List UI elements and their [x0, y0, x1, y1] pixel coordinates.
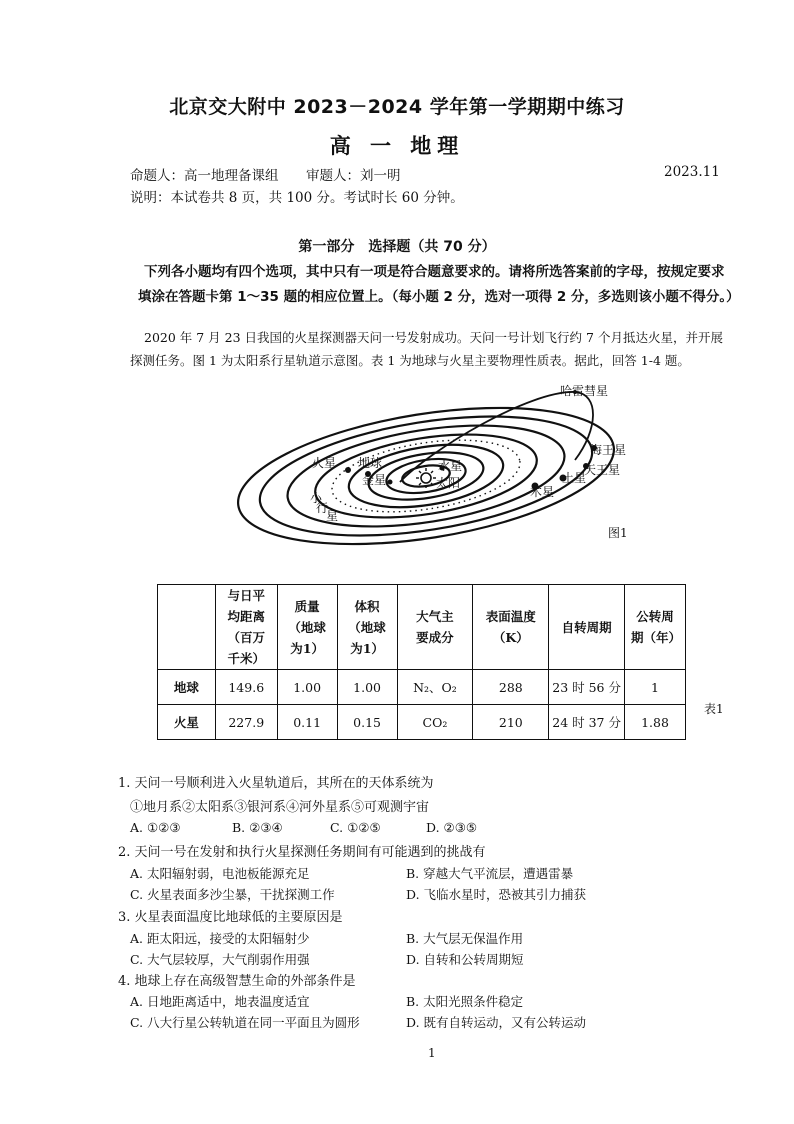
table-header-cell: 公转周期（年）: [625, 585, 686, 670]
question-extra: ①地月系②太阳系③银河系④河外星系⑤可观测宇宙: [130, 800, 430, 815]
label-mercury: 水星: [438, 459, 463, 473]
solar-system-diagram: [230, 370, 660, 550]
question-stem: 2. 天问一号在发射和执行火星探测任务期间有可能遇到的挑战有: [118, 845, 486, 860]
label-asteroids-3: 星: [326, 509, 339, 523]
question-option: C. ①②⑤: [330, 820, 381, 835]
question-option: A. 太阳辐射弱，电池板能源充足: [130, 866, 310, 881]
question-stem: 4. 地球上存在高级智慧生命的外部条件是: [118, 974, 356, 989]
section-instructions: 下列各小题均有四个选项，其中只有一项是符合题意要求的。请将所选答案前的字母，按规定要求填涂在答题卡第 1～35 题的相应位置上。（每小题 2 分，选对一项得 2 分，多选则该小题不得分。）: [138, 264, 740, 305]
table-cell: 210: [473, 705, 549, 740]
table-cell: 227.9: [215, 705, 277, 740]
orbit-jupiter: [309, 421, 542, 531]
exam-subtitle: 高 一 地理: [329, 134, 465, 158]
label-uranus: 天王星: [584, 463, 621, 477]
mars-dot: [345, 467, 351, 473]
exam-note: 说明：本试卷共 8 页，共 100 分。考试时长 60 分钟。: [130, 190, 464, 206]
question-stem: 1. 天问一号顺利进入火星轨道后，其所在的天体系统为: [118, 776, 434, 791]
table-cell: 23 时 56 分: [549, 670, 625, 705]
table-caption: 表1: [704, 702, 724, 716]
question-option: C. 八大行星公转轨道在同一平面且为圆形: [130, 1015, 360, 1030]
question-option: D. 既有自转运动，又有公转运动: [406, 1015, 587, 1030]
table-header-cell: 自转周期: [549, 585, 625, 670]
exam-title: 北京交大附中 2023－2024 学年第一学期期中练习: [169, 96, 625, 118]
question-option: A. 距太阳远，接受的太阳辐射少: [130, 931, 310, 946]
question-option: A. 日地距离适中，地表温度适宜: [130, 994, 310, 1009]
table-header-row: [158, 585, 686, 670]
section-title: 第一部分 选择题（共 70 分）: [298, 239, 496, 255]
question-option: C. 大气层较厚，大气削弱作用强: [130, 952, 310, 967]
label-venus: 金星: [362, 473, 387, 487]
venus-dot: [388, 480, 393, 485]
table-header-cell: [158, 585, 216, 670]
table-cell: 1.88: [625, 705, 686, 740]
label-jupiter: 木星: [530, 485, 555, 499]
table-cell: CO₂: [397, 705, 473, 740]
label-asteroids-2: 行: [316, 501, 329, 515]
question-option: D. ②③⑤: [426, 820, 478, 835]
label-sun: 太阳: [436, 476, 461, 490]
question-option: D. 飞临水星时，恐被其引力捕获: [406, 887, 587, 902]
question-option: B. 穿越大气平流层，遭遇雷暴: [406, 866, 574, 881]
table-row: [158, 705, 686, 740]
exam-date: 2023.11: [664, 164, 720, 180]
label-saturn: 土星: [562, 471, 587, 485]
label-mars: 火星: [312, 456, 337, 470]
table-header-cell: 与日平均距离（百万千米）: [215, 585, 277, 670]
page-number: 1: [428, 1046, 436, 1060]
label-comet: 哈雷彗星: [560, 384, 609, 398]
properties-table: [157, 584, 686, 740]
table-cell: 1: [625, 670, 686, 705]
reviewer-text: 审题人：刘一明: [306, 168, 401, 184]
question-option: B. 大气层无保温作用: [406, 931, 524, 946]
intro-paragraph: 2020 年 7 月 23 日我国的火星探测器天问一号发射成功。天问一号计划飞行约 7 个月抵达火星，并开展探测任务。图 1 为太阳系行星轨道示意图。表 1 为地球与火星主要物理性质表。据此，回答 1-4 题。: [130, 330, 723, 368]
label-neptune: 海王星: [590, 443, 627, 457]
question-option: C. 火星表面多沙尘暴，干扰探测工作: [130, 887, 335, 902]
table-row: [158, 670, 686, 705]
table-cell: 1.00: [277, 670, 337, 705]
label-earth: 地球: [358, 456, 383, 470]
table-cell: N₂、O₂: [397, 670, 473, 705]
table-header-cell: 大气主要成分: [397, 585, 473, 670]
table-header-cell: 体积（地球为1）: [337, 585, 397, 670]
table-cell: 24 时 37 分: [549, 705, 625, 740]
figure-caption: 图1: [608, 526, 628, 540]
table-cell: 149.6: [215, 670, 277, 705]
table-cell: 地球: [158, 670, 216, 705]
question-option: A. ①②③: [130, 820, 181, 835]
question-option: B. 太阳光照条件稳定: [406, 994, 524, 1009]
table-cell: 288: [473, 670, 549, 705]
table-cell: 0.15: [337, 705, 397, 740]
question-option: D. 自转和公转周期短: [406, 952, 524, 967]
table-cell: 1.00: [337, 670, 397, 705]
table-cell: 火星: [158, 705, 216, 740]
table-header-cell: 质量（地球为1）: [277, 585, 337, 670]
table-cell: 0.11: [277, 705, 337, 740]
question-stem: 3. 火星表面温度比地球低的主要原因是: [118, 910, 343, 925]
question-option: B. ②③④: [232, 820, 283, 835]
setter-text: 命题人：高一地理备课组: [130, 168, 279, 184]
sun-icon: [416, 468, 436, 488]
table-header-cell: 表面温度（K）: [473, 585, 549, 670]
asteroid-belt: [327, 429, 525, 524]
label-asteroids-1: 小: [310, 491, 323, 505]
